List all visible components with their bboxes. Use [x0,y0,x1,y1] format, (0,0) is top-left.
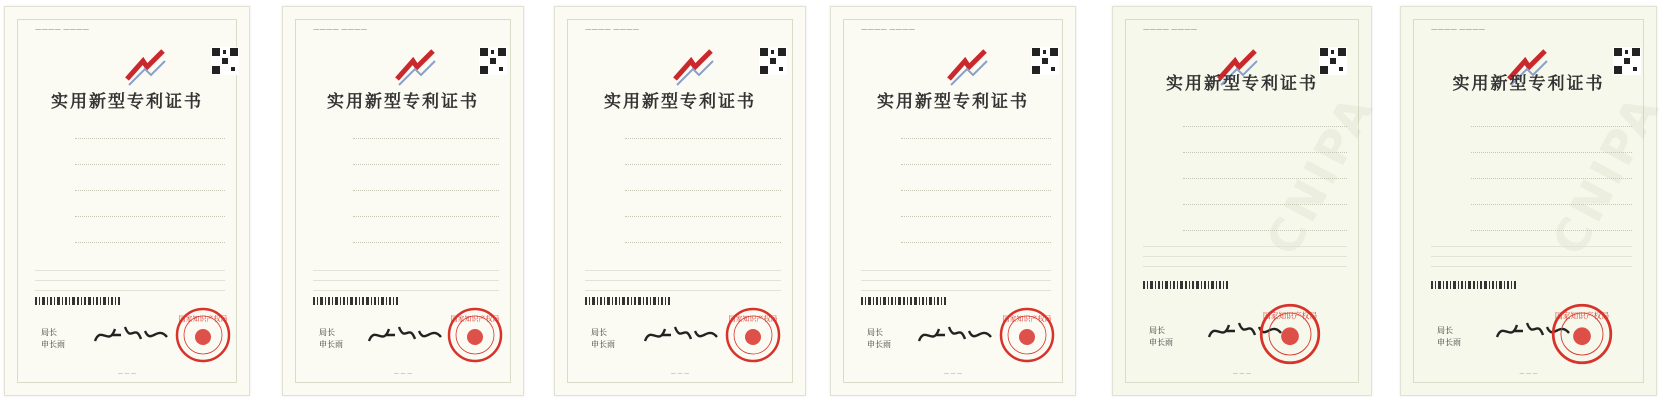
seal-text: 国家知识产权局 [1554,311,1610,321]
barcode-icon [585,297,671,305]
field-row [585,201,781,227]
certificate-title: 实用新型专利证书 [604,92,756,112]
official-seal-icon [725,307,781,363]
field-row [35,227,225,253]
cnipa-watermark: CNIPA [1255,84,1386,264]
qr-code-icon [211,47,239,75]
official-seal-icon [175,307,231,363]
cnipa-watermark: CNIPA [1541,84,1671,264]
handwritten-signature [915,319,995,351]
field-row [35,175,225,201]
field-row [313,227,499,253]
barcode-icon [1143,281,1229,289]
field-row [861,227,1051,253]
field-row [1143,111,1347,137]
handwritten-signature [91,319,171,351]
field-row [861,201,1051,227]
field-row [35,149,225,175]
patent-certificate-2 [282,6,524,396]
field-row [861,175,1051,201]
official-seal-icon [1259,303,1321,365]
barcode-icon [1431,281,1517,289]
field-row [35,201,225,227]
footer-note: — — — [393,371,413,377]
seal-text: 国家知识产权局 [450,315,500,323]
chief-title: 局长 [1437,326,1453,335]
cnipa-logo-icon [393,45,437,89]
chief-signature-block [41,327,81,351]
footer-note: — — — [670,371,690,377]
field-row [1431,215,1632,241]
chief-signature-block [867,327,907,351]
certificate-title: 实用新型专利证书 [877,92,1029,112]
chief-name: 申长雨 [319,340,343,349]
official-seal-icon [1551,303,1613,365]
certificate-body-text [1143,245,1347,275]
field-row [585,175,781,201]
certificate-title: 实用新型专利证书 [1452,74,1605,94]
field-row [1431,163,1632,189]
field-row [861,149,1051,175]
chief-name: 申长雨 [591,340,615,349]
certificate-fields [313,123,499,253]
field-row [1431,137,1632,163]
handwritten-signature [641,319,721,351]
footer-note: — — — [1232,371,1252,377]
official-seal-icon [447,307,503,363]
field-row [585,149,781,175]
certificate-fields [35,123,225,253]
certificate-number: ———— ———— [35,25,90,33]
chief-signature-block [1437,325,1477,349]
chief-title: 局长 [319,328,335,337]
barcode-icon [313,297,399,305]
patent-certificate-6 [1400,6,1671,396]
certificate-fields [861,123,1051,253]
chief-title: 局长 [41,328,57,337]
chief-title: 局长 [1149,326,1165,335]
handwritten-signature [365,319,445,351]
qr-code-icon [479,47,507,75]
certificate-title: 实用新型专利证书 [1166,74,1318,94]
certificate-number: ———— ———— [313,25,368,33]
certificate-fields [585,123,781,253]
field-row [313,175,499,201]
chief-title: 局长 [591,328,607,337]
field-row [585,227,781,253]
field-row [35,123,225,149]
footer-note: — — — [943,371,963,377]
chief-name: 申长雨 [1149,338,1173,347]
footer-note: — — — [1519,371,1538,377]
certificate-body-text [313,269,499,299]
patent-certificate-3 [554,6,806,396]
cnipa-logo-icon [945,45,989,89]
field-row [313,123,499,149]
field-row [861,123,1051,149]
qr-code-icon [759,47,787,75]
chief-signature-block [591,327,631,351]
cnipa-logo-icon [671,45,715,89]
certificate-body-text [861,269,1051,299]
patent-certificate-5 [1112,6,1386,396]
field-row [1431,189,1632,215]
field-row [1431,111,1632,137]
cnipa-logo-icon [123,45,167,89]
field-row [313,201,499,227]
field-row [1143,215,1347,241]
field-row [585,123,781,149]
patent-certificate-4 [830,6,1076,396]
certificate-number: ———— ———— [1431,25,1486,33]
seal-text: 国家知识产权局 [1262,311,1318,321]
field-row [1143,163,1347,189]
seal-text: 国家知识产权局 [728,315,778,323]
certificate-number: ———— ———— [1143,25,1198,33]
chief-signature-block [1149,325,1189,349]
certificate-fields [1143,111,1347,241]
certificate-number: ———— ———— [585,25,640,33]
field-row [1143,189,1347,215]
seal-text: 国家知识产权局 [178,315,228,323]
certificate-body-text [1431,245,1632,275]
field-row [1143,137,1347,163]
barcode-icon [861,297,947,305]
certificate-fields [1431,111,1632,241]
patent-certificate-1 [4,6,250,396]
certificate-body-text [35,269,225,299]
certificate-title: 实用新型专利证书 [327,92,479,112]
chief-name: 申长雨 [867,340,891,349]
official-seal-icon [999,307,1055,363]
certificate-title: 实用新型专利证书 [51,92,203,112]
chief-signature-block [319,327,359,351]
certificate-body-text [585,269,781,299]
chief-name: 申长雨 [41,340,65,349]
barcode-icon [35,297,121,305]
seal-text: 国家知识产权局 [1002,315,1052,323]
chief-name: 申长雨 [1437,338,1461,347]
footer-note: — — — [117,371,137,377]
qr-code-icon [1031,47,1059,75]
certificate-number: ———— ———— [861,25,916,33]
field-row [313,149,499,175]
chief-title: 局长 [867,328,883,337]
